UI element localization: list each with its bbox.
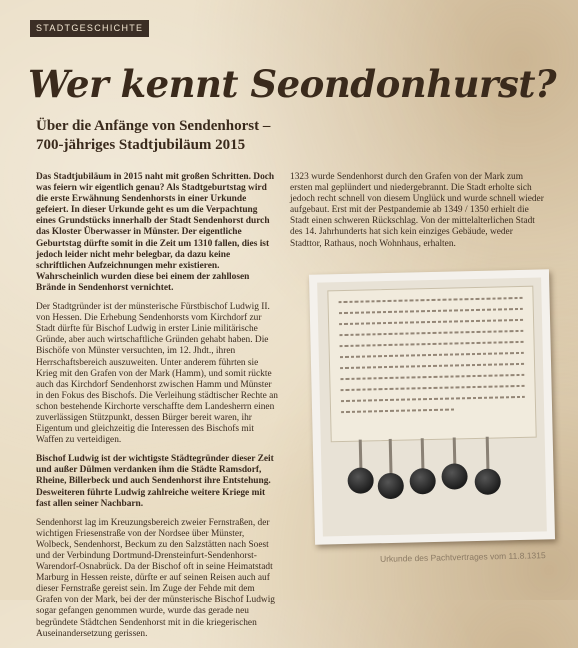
subtitle: Über die Anfänge von Sendenhorst – 700-jähriges Stadtjubiläum 2015 (36, 118, 271, 153)
parchment-document (327, 286, 536, 443)
left-column (36, 172, 278, 648)
seal-icon (347, 467, 374, 494)
charter-image (317, 277, 547, 536)
paragraph: Der Stadtgründer ist der münsterische Fürstbischof Ludwig II. von Hessen. Die Erhebung Sendenhorsts vom Kirchdorf zur Stadt dürfte für Bischof Ludwig in erster Linie militärische Gründe, aber auch wirtschaftliche Gründen gehabt haben. Die Bischöfe von Münster versuchten, im 12. Jhdt., ihren Herrschaftsbereich auszuweiten. Unter anderem führten sie Krieg mit den Grafen von der Mark (Hamm), und somit rückte auch das Kirchdorf Sendenhorst zwischen Hamm und Münster in den Fokus des Bischofs. Die Verleihung städtischer Rechte an schon bestehende Kirchorte verschaffte dem Landesherrn einen zuverlässigen Stützpunkt, dessen Bürger bereit waren, ihr Eigentum und gleichzeitig die Interessen des Bischofs mit Waffen zu verteidigen. (36, 302, 278, 446)
charter-photo (309, 269, 555, 544)
paragraph: Bischof Ludwig ist der wichtigste Städtegründer dieser Zeit und außer Dülmen verdanken ihm die Städte Ramsdorf, Rheine, Billerbeck und auch Sendenhorst ihre Entstehung. Desweiteren führte Ludwig zahlreiche weitere Kriege mit fast allen seiner Nachbarn. (36, 454, 274, 509)
paragraph: Sendenhorst lag im Kreuzungsbereich zweier Fernstraßen, der wichtigen Friesenstraße von der Nordsee über Münster, Wolbeck, Sendenhorst, Beckum zu den Salzstätten nach Soest und der Verbindung Dortmund-Drensteinfurt-Sendenhorst-Warendorf-Osnabrück. Da der Bischof oft in seine Heimatstadt Marburg in Hessen reiste, dürfte er auf seinen Reisen auch auf dieser Fernstraße gereist sein. Im Zuge der Fehde mit dem Grafen von der Mark, bei der der münsterische Bischof Ludwig sogar gefangen genommen wurde, wurde das gerade neu begründete Städtchen Sendenhorst mit in die kriegerischen Auseinandersetzung gerissen. (36, 517, 275, 639)
seal-icon (377, 473, 404, 500)
seal-icon (474, 468, 501, 495)
paragraph: 1323 wurde Sendenhorst durch den Grafen von der Mark zum ersten mal geplündert und niedergebrannt. Die Stadt erholte sich jedoch recht schnell von diesem Unglück und wurde schnell wieder aufgebaut. Erst mit der Pestpandemie ab 1349 / 1350 erhielt die Stadt einen schweren Rückschlag. Von der mittelalterlichen Stadt des 14. Jahrhunderts hat sich kein einziges Gebäude, weder Stadttor, Rathaus, noch Wohnhaus, erhalten. (290, 172, 544, 249)
section-tag: STADTGESCHICHTE (30, 20, 149, 37)
right-column (290, 172, 545, 258)
photo-caption: Urkunde des Pachtvertrages vom 11.8.1315 (379, 550, 546, 564)
seal-icon (441, 463, 468, 490)
seal-icon (409, 468, 436, 495)
intro-paragraph: Das Stadtjubiläum in 2015 naht mit großen Schritten. Doch was feiern wir eigentlich genau? Als Stadtgeburtstag wird die erste Erwähnung Sendenhorsts in einer Urkunde gefeiert. In dieser Urkunde geht es um die Verpachtung eines Grundstücks innerhalb der Stadt Sendenhorst durch das Kloster Überwasser in Münster. Der eigentliche Geburtstag dürfte somit in die Zeit um 1310 fallen, dies ist jedoch leider nicht mehr belegbar, da dazu keine schriftlichen Aufzeichnungen mehr existieren. Wahrscheinlich wurden diese bei einem der zahllosen Brände in Sendenhorst vernichtet. (36, 172, 275, 293)
headline: Wer kennt Seondonhurst? (28, 62, 557, 106)
